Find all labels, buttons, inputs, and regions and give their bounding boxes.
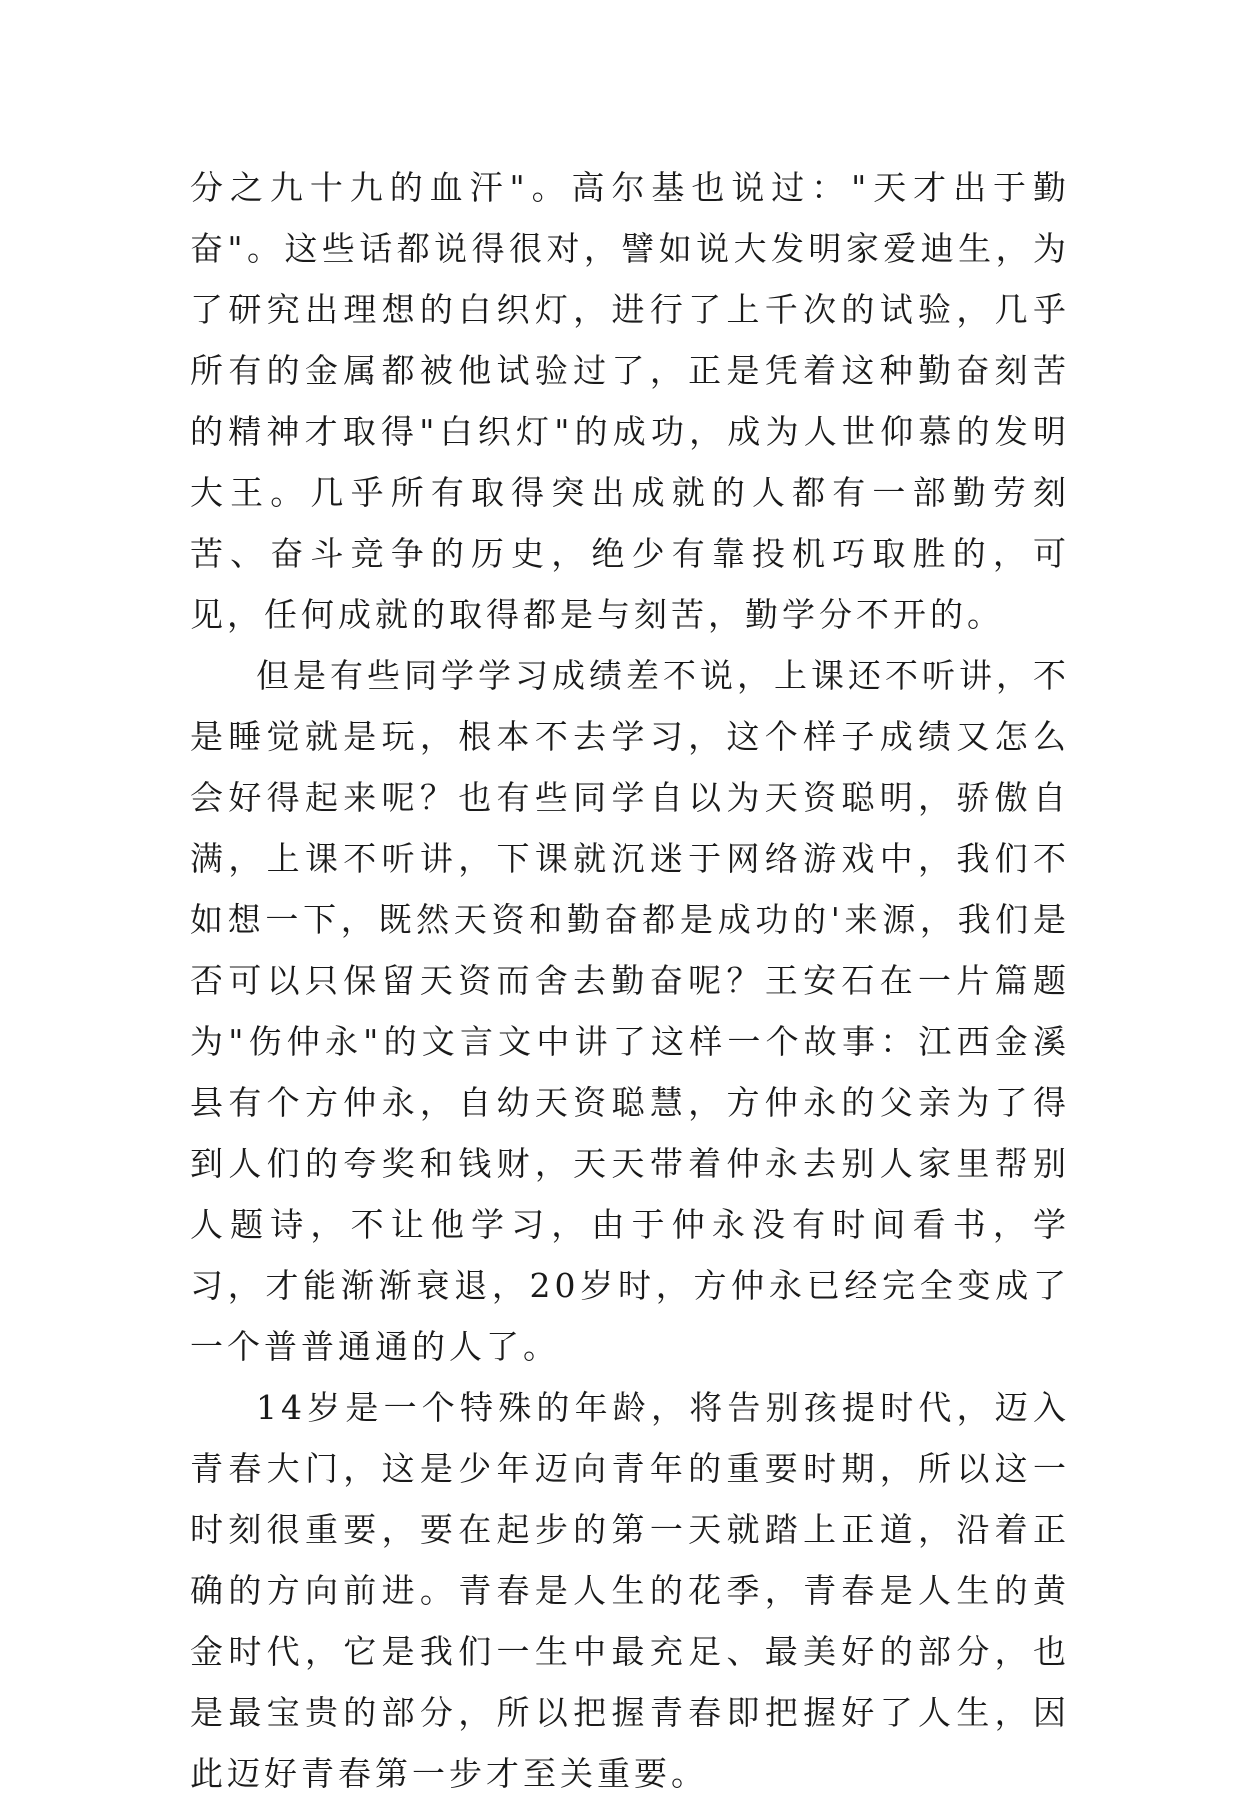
body-text — [190, 157, 1070, 1804]
paragraph-2: 但是有些同学学习成绩差不说，上课还不听讲，不是睡觉就是玩，根本不去学习，这个样子成绩又怎么会好得起来呢？也有些同学自以为天资聪明，骄傲自满，上课不听讲，下课就沉迷于网络游戏中，我们不如想一下，既然天资和勤奋都是成功的'来源，我们是否可以只保留天资而舍去勤奋呢？王安石在一片篇题为"伤仲永"的文言文中讲了这样一个故事：江西金溪县有个方仲永，自幼天资聪慧，方仲永的父亲为了得到人们的夸奖和钱财，天天带着仲永去别人家里帮别人题诗，不让他学习，由于仲永没有时间看书，学习，才能渐渐衰退，20岁时，方仲永已经完全变成了一个普普通通的人了。 — [190, 656, 1070, 1366]
paragraph-1: 分之九十九的血汗"。高尔基也说过："天才出于勤奋"。这些话都说得很对，譬如说大发明家爱迪生，为了研究出理想的白织灯，进行了上千次的试验，几乎所有的金属都被他试验过了，正是凭着这种勤奋刻苦的精神才取得"白织灯"的成功，成为人世仰慕的发明大王。几乎所有取得突出成就的人都有一部勤劳刻苦、奋斗竞争的历史，绝少有靠投机巧取胜的，可见，任何成就的取得都是与刻苦，勤学分不开的。 — [190, 168, 1070, 634]
paragraph-3: 14岁是一个特殊的年龄，将告别孩提时代，迈入青春大门，这是少年迈向青年的重要时期，所以这一时刻很重要，要在起步的第一天就踏上正道，沿着正确的方向前进。青春是人生的花季，青春是人生的黄金时代，它是我们一生中最充足、最美好的部分，也是最宝贵的部分，所以把握青春即把握好了人生，因此迈好青春第一步才至关重要。 — [190, 1388, 1070, 1793]
